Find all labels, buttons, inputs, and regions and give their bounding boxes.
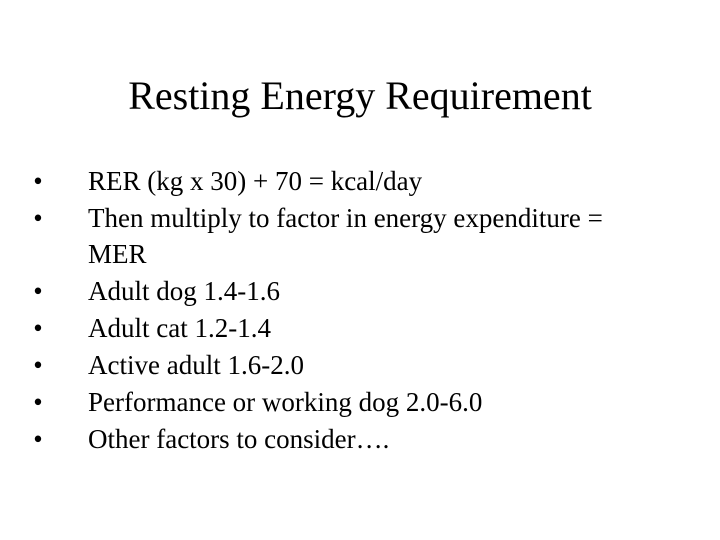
bullet-icon: • bbox=[33, 166, 43, 196]
bullet-text: Adult dog 1.4-1.6 bbox=[88, 276, 280, 306]
bullet-icon: • bbox=[33, 203, 43, 233]
bullet-text: Other factors to consider…. bbox=[88, 424, 390, 454]
bullet-text: RER (kg x 30) + 70 = kcal/day bbox=[88, 166, 423, 196]
bullet-icon: • bbox=[33, 387, 43, 417]
slide-title: Resting Energy Requirement bbox=[128, 73, 592, 118]
bullet-item bbox=[0, 273, 608, 309]
bullet-icon: • bbox=[33, 313, 43, 343]
bullet-item bbox=[0, 347, 608, 383]
bullet-icon: • bbox=[33, 350, 43, 380]
bullet-item bbox=[0, 163, 608, 199]
bullet-list bbox=[0, 163, 608, 458]
bullet-item bbox=[0, 310, 608, 346]
bullet-icon: • bbox=[33, 424, 43, 454]
bullet-text: Performance or working dog 2.0-6.0 bbox=[88, 387, 483, 417]
bullet-item bbox=[0, 200, 608, 272]
bullet-text: Then multiply to factor in energy expenditure = MER bbox=[88, 203, 603, 269]
bullet-item bbox=[0, 384, 608, 420]
bullet-icon: • bbox=[33, 276, 43, 306]
bullet-item bbox=[0, 421, 608, 457]
bullet-text: Active adult 1.6-2.0 bbox=[88, 350, 304, 380]
bullet-text: Adult cat 1.2-1.4 bbox=[88, 313, 271, 343]
